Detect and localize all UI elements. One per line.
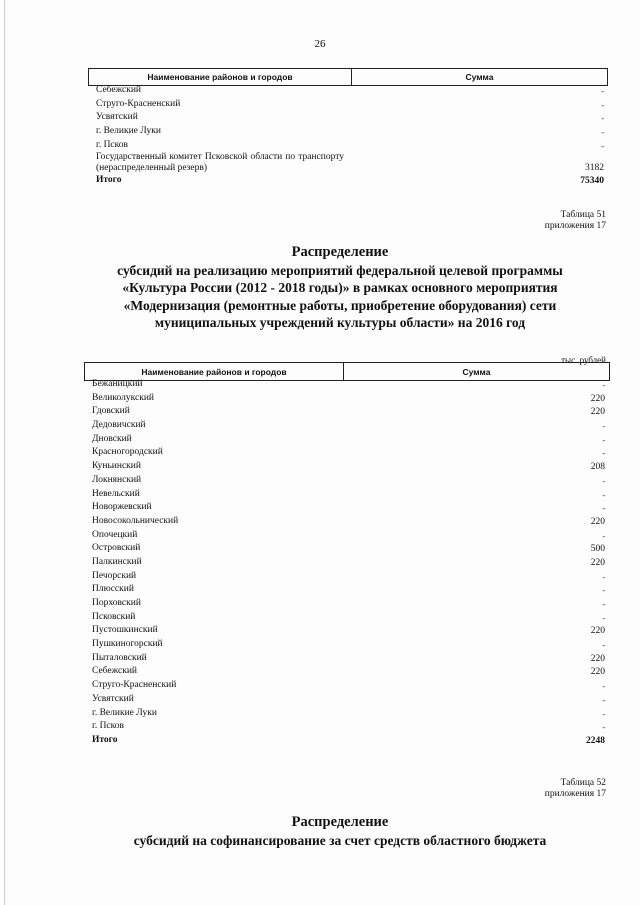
table-row: г. Псков -	[92, 721, 605, 733]
table-row: Себежский 220	[92, 666, 605, 678]
table2-col-sum-header: Сумма	[462, 366, 491, 377]
table1-col-sum-header: Сумма	[465, 72, 494, 82]
table-row: Невельский -	[92, 488, 605, 500]
table2-col-name-header: Наименование районов и городов	[85, 363, 344, 380]
table-row: Новоржевский -	[92, 502, 605, 514]
table-row: Куньинский 208	[92, 461, 605, 473]
table-row: Палкинский 220	[92, 556, 605, 568]
table-row: г. Великие Луки -	[96, 126, 604, 138]
table-row: Струго-Красненский -	[92, 680, 605, 692]
table-row: Опочецкий -	[92, 529, 605, 541]
table1-body	[96, 84, 604, 188]
page-edge-line	[4, 0, 5, 905]
section-heading-2: Распределение субсидий на софинансирование за счет средств областного бюджета	[133, 814, 547, 848]
table1-total-row: Итого 75340	[96, 175, 604, 187]
table-row: Себежский -	[96, 85, 604, 96]
table-row: Гдовский 220	[92, 406, 605, 418]
table-row: Великолукский 220	[92, 392, 605, 404]
table2-total-row: Итого 2248	[92, 734, 605, 746]
table-row: Дедовичский -	[92, 420, 605, 432]
table-row: Усвятский -	[92, 693, 605, 705]
table-row: г. Великие Луки -	[92, 707, 605, 719]
table51-caption: Таблица 51 приложения 17	[544, 210, 606, 231]
table-row: Красногородский -	[92, 447, 605, 459]
table-row: Печорский -	[92, 570, 605, 582]
table-row: Пушкиногорский -	[92, 639, 605, 651]
table-row: Усвятский -	[96, 112, 604, 124]
table-row: Псковский -	[92, 611, 605, 623]
page-number: 26	[314, 38, 326, 50]
table-row: Струго-Красненский -	[96, 98, 604, 110]
unit-label: тыс. рублей	[561, 355, 606, 365]
table-row: Локнянский -	[92, 474, 605, 486]
table-row: Государственный комитет Псковской области по транспорту (нераспределенный резерв) 3182	[96, 152, 604, 174]
section-heading-1: Распределение субсидий на реализацию мероприятий федеральной целевой программы «Культура России (2012 - 2018 годы)» в рамках основного мероприятия «Модернизация (ремонтные работы, приобретение оборудования) сети муниципальных учреждений культуры области» на 2016 год	[117, 244, 563, 330]
table-row: Пыталовский 220	[92, 652, 605, 664]
table-row: Островский 500	[92, 543, 605, 555]
table-row: Бежаницкий -	[92, 379, 605, 390]
table-row: Плюсский -	[92, 584, 605, 596]
table-row: Порховский -	[92, 598, 605, 609]
table1-col-name-header: Наименование районов и городов	[89, 69, 352, 85]
table-row: Пустошкинский 220	[92, 625, 605, 637]
table-row: г. Псков -	[96, 139, 604, 151]
table-row: Дновский -	[92, 433, 605, 445]
table-row: Новосокольнический 220	[92, 515, 605, 527]
table52-caption: Таблица 52 приложения 17	[544, 778, 606, 799]
table2-body	[92, 378, 605, 748]
